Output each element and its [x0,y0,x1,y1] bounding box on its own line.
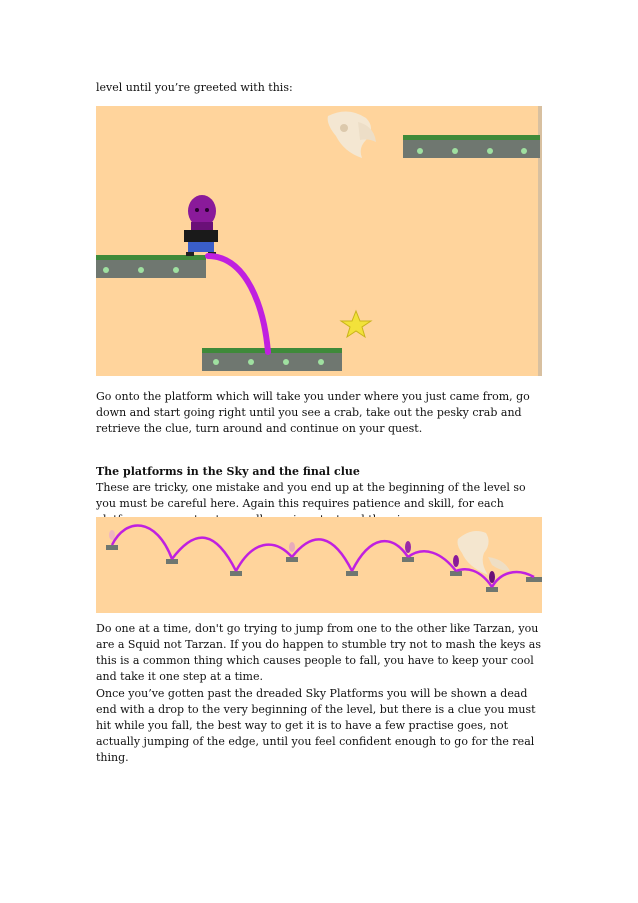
platform-top-right [403,135,540,158]
platform-left [96,255,206,278]
paragraph-2: These are tricky, one mistake and you end up at the beginning of the level so you must be careful here. Again this requires patience and skill, for each [96,481,526,510]
paragraph-3: Do one at a time, don't go trying to jump from one to the other like Tarzan, you are a Squid not Tarzan. If you do happen to stumble try not to mash the keys as this is a common thing which causes people to fall, you have to keep your cool and take it one step at a time. [96,622,541,683]
game-scene-2 [96,517,542,613]
game-screenshot-level [96,106,542,376]
paragraph-4: Once you’ve gotten past the dreaded Sky Platforms you will be shown a dead end with a drop to the very beginning of the level, but there is a clue you must hit while you fall, the best way to get it is to have a few practise goes, not actually jumping of the edge, until you feel confident enough to go for the real thing. [96,687,536,764]
intro-line: level until you’re greeted with this: [96,81,293,94]
paragraph-1: Go onto the platform which will take you under where you just came from, go down and start going right until you see a crab, take out the pesky crab and retrieve the clue, turn around and continue on your quest. [96,390,530,435]
game-scene-1 [96,106,542,376]
section-heading: The platforms in the Sky and the final clue [96,465,360,478]
platform-bottom [202,348,342,371]
game-screenshot-sky-platforms [96,517,542,613]
